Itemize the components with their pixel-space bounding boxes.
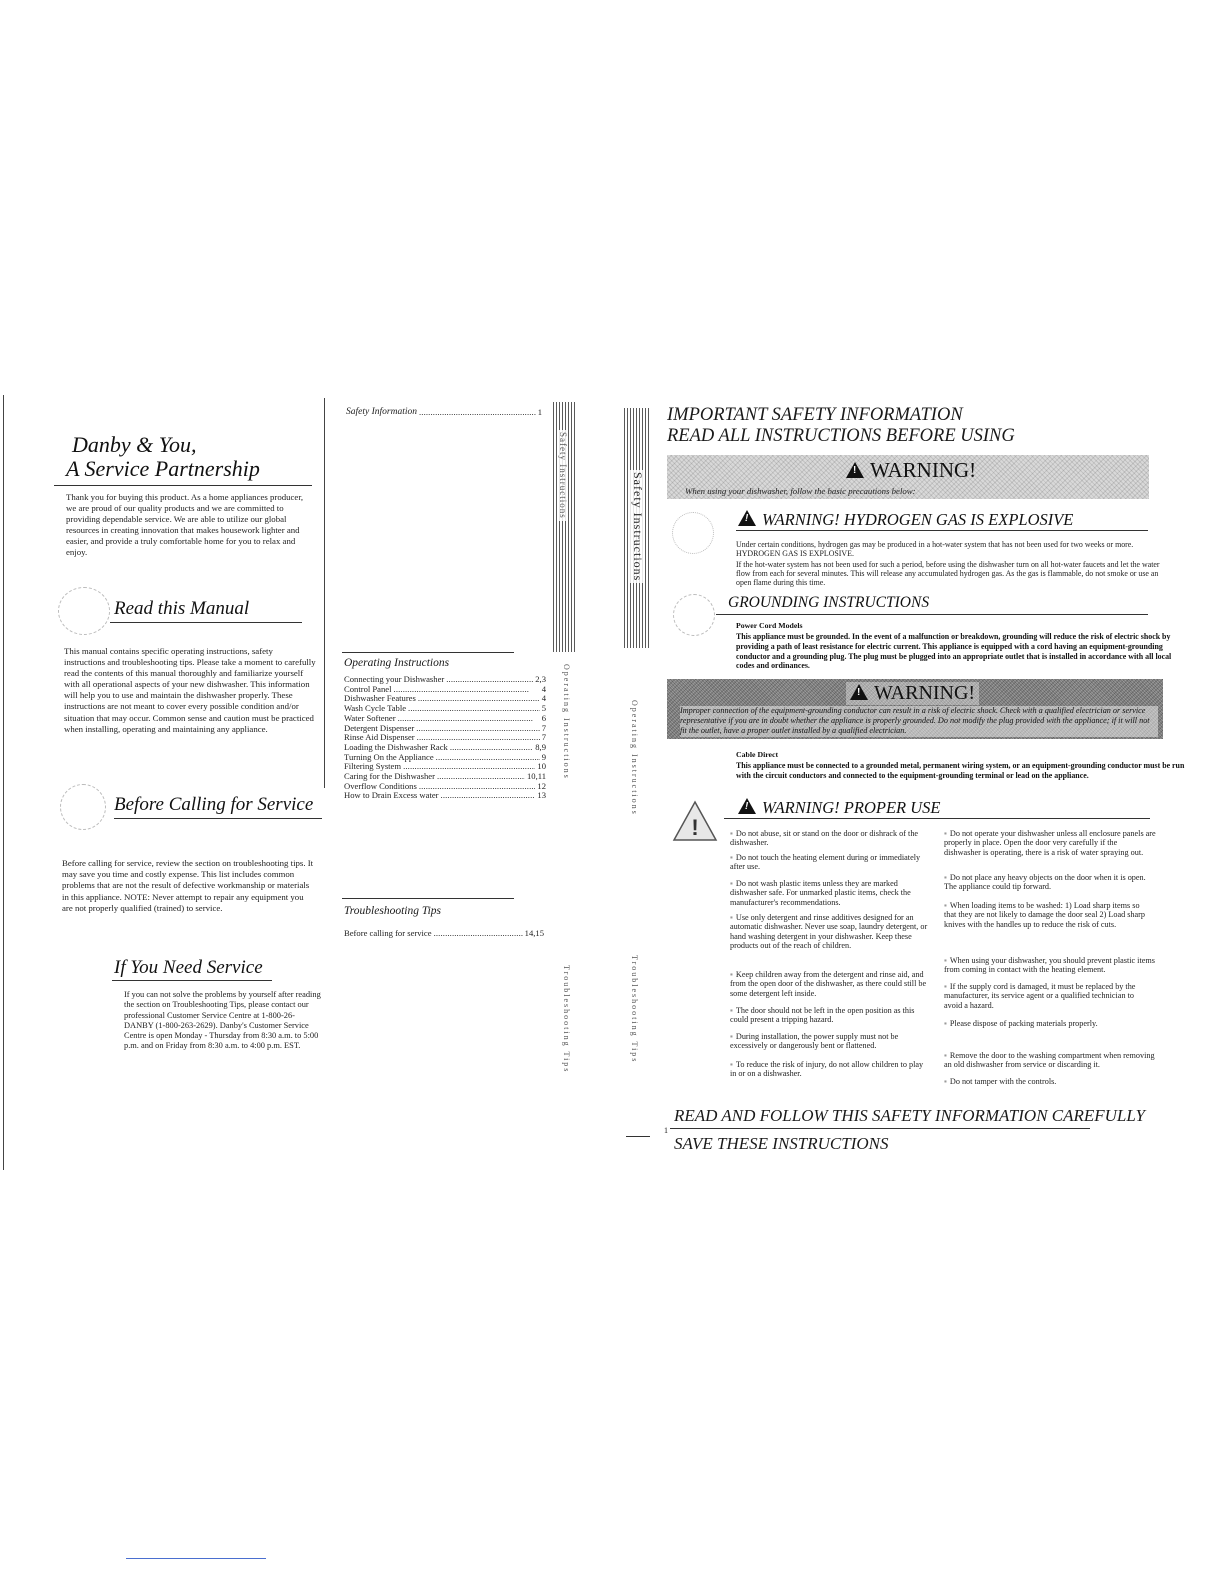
toc-item[interactable]: Rinse Aid Dispenser . . . 7 xyxy=(344,733,546,743)
warning-triangle-icon xyxy=(846,462,864,478)
toc-item[interactable]: Before calling for service . . . 14,15 xyxy=(344,929,544,939)
toc-item[interactable]: How to Drain Excess water . . . 13 xyxy=(344,791,546,801)
tab-safety-label: Safety Instructions xyxy=(631,472,645,582)
footer-underline xyxy=(670,1128,1090,1129)
proper-use-item: ▪ Remove the door to the washing compartment when removing an old dishwasher from service or discarding it. xyxy=(944,1051,1155,1070)
proper-use-item: ▪ Do not tamper with the controls. xyxy=(944,1077,1057,1086)
grounding-text-1: This appliance must be grounded. In the event of a malfunction or breakdown, grounding will reduce the risk of electric shock by providing a path of least resistance for electric current. This appliance is equipped with a cord having an equipment-grounding conductor and a grounding plug. The plug must be plugged into an appropriate outlet that is installed in accordance with all local codes and ordinances. xyxy=(736,632,1172,671)
toc-item[interactable]: Control Panel . . . 4 xyxy=(344,685,546,695)
grounding-underline xyxy=(716,614,1148,615)
proper-use-item: ▪ During installation, the power supply must not be excessively or dangerously bent or flattened. xyxy=(730,1032,899,1051)
toc-trouble-heading: Troubleshooting Tips xyxy=(344,905,442,917)
title-service-partnership: A Service Partnership xyxy=(66,456,260,481)
read-manual-underline xyxy=(110,622,302,623)
proper-use-heading: !WARNING! PROPER USE xyxy=(738,798,940,818)
read-manual-body: This manual contains specific operating instructions, safety instructions and troubleshooting tips. Please take a moment to carefully read the contents of this manual thoroughly and familiarize yourself with all operational aspects of your new dishwasher. This information will help you to use and maintain the dishwasher properly. These instructions are not meant to cover every possible condition and/or situation that may occur. Common sense and caution must be practiced when installing, operating and maintaining any appliance. xyxy=(64,646,316,734)
footer-tick xyxy=(626,1136,650,1137)
toc-operating-list xyxy=(344,675,546,801)
spark-illustration xyxy=(672,512,714,554)
svg-text:!: ! xyxy=(691,815,699,840)
title-danby-you: Danby & You, xyxy=(72,432,197,457)
hydrogen-text-1: Under certain conditions, hydrogen gas may be produced in a hot-water system that has not been used for two weeks or more. HYDROGEN GAS IS EXPLOSIVE. xyxy=(736,540,1134,559)
proper-use-item: ▪ Do not wash plastic items unless they are marked dishwasher safe. For unmarked plastic items, check the manufacturer's recommendations. xyxy=(730,879,911,907)
warning-subtitle: When using your dishwasher, follow the basic precautions below: xyxy=(685,486,916,496)
proper-use-item: ▪ Keep children away from the detergent and rinse aid, and from the open door of the dishwasher, as there could still be some detergent left inside. xyxy=(730,970,927,998)
tab-trouble-label-left: Troubleshooting Tips xyxy=(562,965,571,1074)
proper-use-item: ▪ The door should not be left in the open position as this could present a tripping hazard. xyxy=(730,1006,915,1025)
proper-use-item: ▪ Please dispose of packing materials properly. xyxy=(944,1019,1098,1028)
toc-trouble-list xyxy=(344,929,544,939)
page-number: 1 xyxy=(664,1126,668,1135)
proper-use-item: ▪ When loading items to be washed: 1) Load sharp items so that they are not likely to damage the door seal 2) Load sharp knives with the handles up to reduce the risk of cuts. xyxy=(944,901,1145,929)
tab-operating-label: Operating Instructions xyxy=(630,700,639,816)
toc-item[interactable]: Loading the Dishwasher Rack . . . 8,9 xyxy=(344,743,546,753)
column-divider xyxy=(324,398,325,788)
intro-paragraph: Thank you for buying this product. As a home appliances producer, we are proud of our quality products and we are committed to providing dependable service. We are able to utilize our global resources in creating innovation that makes housework lighter and easier, and provide a truly comfortable home for you to relax and enjoy. xyxy=(66,492,304,557)
tab-operating-label-left: Operating Instructions xyxy=(562,664,571,780)
proper-use-item: ▪ When using your dishwasher, you should prevent plastic items from coming in contact with the heating element. xyxy=(944,956,1155,975)
hydrogen-text-2: If the hot-water system has not been used for such a period, before using the dishwasher turn on all hot-water faucets and let the water flow from each for several minutes. This will release any accumulated hydrogen gas. As the gas is flammable, do not smoke or use an open flame during this time. xyxy=(736,560,1160,588)
if-service-body: If you can not solve the problems by yourself after reading the section on Troubleshooting Tips, please contact our professional Customer Service Centre at 1-800-26-DANBY (1-800-263-2629). Danby's Customer Service Centre is open Monday - Thursday from 8:30 a.m. to 5:00 p.m. and on Friday from 8:30 a.m. to 4:00 p.m. EST. xyxy=(124,990,321,1051)
toc-item[interactable]: Dishwasher Features . . . 4 xyxy=(344,694,546,704)
book-illustration xyxy=(58,587,110,635)
warning-triangle-icon xyxy=(850,684,868,700)
proper-use-item: ▪ Do not abuse, sit or stand on the door or dishrack of the dishwasher. xyxy=(730,829,919,848)
hydrogen-underline xyxy=(736,530,1148,531)
toc-item[interactable]: Turning On the Appliance . . . 9 xyxy=(344,753,546,763)
warning-banner-title: !WARNING! xyxy=(846,458,976,483)
read-manual-heading: Read this Manual xyxy=(114,598,250,619)
proper-use-item: ▪ If the supply cord is damaged, it must be replaced by the manufacturer, its service agent or a qualified technician to avoid a hazard. xyxy=(944,982,1136,1010)
toc-item[interactable]: Connecting your Dishwasher . . . 2,3 xyxy=(344,675,546,685)
toc-safety-label: Safety Information xyxy=(346,407,417,417)
safety-title-line2: READ ALL INSTRUCTIONS BEFORE USING xyxy=(667,426,1015,446)
plug-illustration xyxy=(673,594,715,636)
toc-item[interactable]: Detergent Dispenser . . . 7 xyxy=(344,724,546,734)
proper-use-item: ▪ Do not touch the heating element during or immediately after use. xyxy=(730,853,921,872)
before-calling-body: Before calling for service, review the section on troubleshooting tips. It may save you time and costly expense. This list includes common problems that are not the result of defective workmanship or materials in this appliance. NOTE: Never attempt to repair any equipment you are not properly qualified (trained) to service. xyxy=(62,858,314,913)
before-calling-heading: Before Calling for Service xyxy=(114,794,314,815)
warning-triangle-icon xyxy=(738,798,756,814)
tab-safety-label-left: Safety Instructions xyxy=(558,432,568,519)
warning-banner-2-title: !WARNING! xyxy=(846,682,979,705)
bottom-link-line xyxy=(126,1558,266,1559)
toc-leader xyxy=(419,408,536,418)
proper-use-item: ▪ To reduce the risk of injury, do not allow children to play in or on a dishwasher. xyxy=(730,1060,924,1079)
toc-safety-page: 1 xyxy=(537,407,542,417)
toc-operating-rule xyxy=(342,652,514,653)
grounding-heading: GROUNDING INSTRUCTIONS xyxy=(728,594,930,611)
toc-item[interactable]: Overflow Conditions . . . 12 xyxy=(344,782,546,792)
warning-large-icon xyxy=(672,800,718,842)
proper-use-underline xyxy=(724,818,1150,819)
warning-banner-2-text: Improper connection of the equipment-grounding conductor can result in a risk of electric shock. Check with a qualified electrician or service representative if you are in doubt whether the appliance is properly grounded. Do not modify the plug provided with the appliance; if it will not fit the outlet, have a proper outlet installed by a qualified electrician. xyxy=(680,706,1158,737)
toc-item[interactable]: Wash Cycle Table . . . 5 xyxy=(344,704,546,714)
if-service-heading: If You Need Service xyxy=(114,957,263,978)
grounding-text-2: This appliance must be connected to a grounded metal, permanent wiring system, or an equipment-grounding conductor must be run with the circuit conductors and connected to the equipment-grounding terminal or lead on the appliance. xyxy=(736,761,1185,780)
toc-trouble-rule xyxy=(342,898,514,899)
warning-triangle-icon xyxy=(738,510,756,526)
page-edge-left xyxy=(3,395,4,1170)
tab-trouble-label: Troubleshooting Tips xyxy=(630,955,639,1064)
safety-title-line1: IMPORTANT SAFETY INFORMATION xyxy=(667,405,963,425)
before-calling-underline xyxy=(114,818,322,819)
magnifier-illustration xyxy=(60,784,106,830)
footer-save: SAVE THESE INSTRUCTIONS xyxy=(674,1134,889,1153)
proper-use-item: ▪ Use only detergent and rinse additives designed for an automatic dishwasher. Never use soap, laundry detergent, or hand washing detergent in your dishwasher. Keep these products out of the reach of children. xyxy=(730,913,928,951)
cable-direct-subhead: Cable Direct xyxy=(736,750,779,759)
if-service-underline xyxy=(112,980,272,981)
toc-item[interactable]: Water Softener . . . 6 xyxy=(344,714,546,724)
toc-item[interactable]: Filtering System . . . 10 xyxy=(344,762,546,772)
toc-item[interactable]: Caring for the Dishwasher . . . 10,11 xyxy=(344,772,546,782)
power-cord-subhead: Power Cord Models xyxy=(736,621,803,630)
toc-operating-heading: Operating Instructions xyxy=(344,657,450,669)
title-underline xyxy=(54,485,312,486)
proper-use-item: ▪ Do not operate your dishwasher unless all enclosure panels are properly in place. Open the door very carefully if the dishwasher is operating, there is a risk of water spraying out. xyxy=(944,829,1156,857)
footer-read-follow: READ AND FOLLOW THIS SAFETY INFORMATION CAREFULLY xyxy=(674,1106,1145,1125)
hydrogen-heading: !WARNING! HYDROGEN GAS IS EXPLOSIVE xyxy=(738,510,1073,530)
toc-safety-row[interactable] xyxy=(346,408,542,418)
proper-use-item: ▪ Do not place any heavy objects on the door when it is open. The appliance could tip forward. xyxy=(944,873,1146,892)
